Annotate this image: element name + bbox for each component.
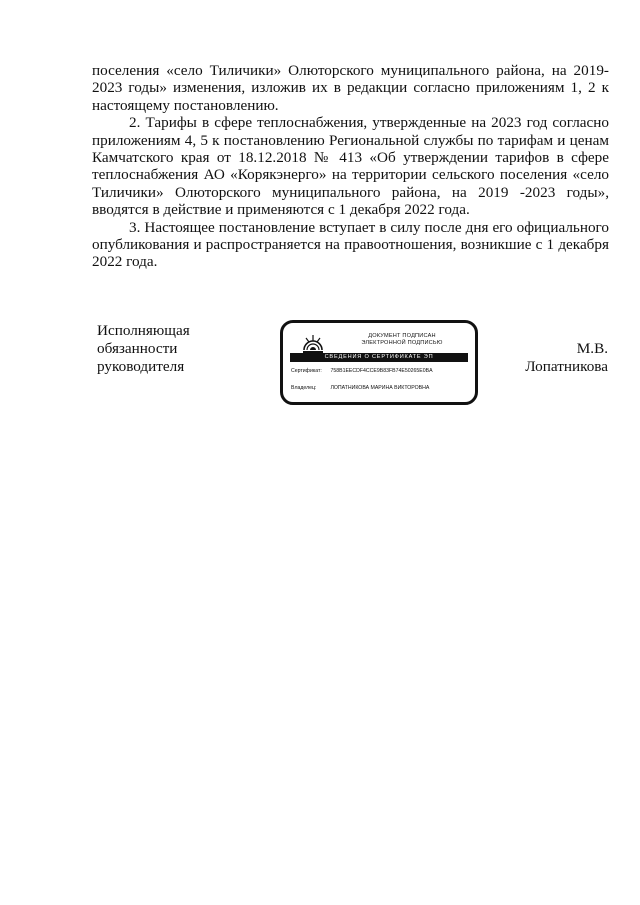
stamp-header-line: ДОКУМЕНТ ПОДПИСАН — [368, 333, 436, 339]
certificate-label: Сертификат: — [291, 368, 322, 374]
position-line: Исполняющая — [97, 322, 190, 339]
emblem-icon — [302, 332, 324, 354]
paragraph-3: 3. Настоящее постановление вступает в силу после дня его официального опубликования и распространяется на правоотношения, возникшие с 1 декабря 2022 года. — [92, 218, 609, 271]
paragraph-intro: поселения «село Тиличики» Олюторского муниципального района, на 2019-2023 годы» изменения, изложив их в редакции согласно приложениям 1, 2 к настоящему постановлению. — [92, 62, 609, 114]
certificate-value: 758B1EECDF4CCE9B83FB74E50265E0BA — [330, 368, 433, 374]
name-line: Лопатникова — [525, 358, 608, 375]
signatory-name — [525, 340, 608, 376]
owner-label: Владелец: — [291, 385, 317, 391]
document-body — [92, 62, 609, 271]
signatory-position — [97, 322, 190, 376]
electronic-signature-stamp — [280, 320, 478, 405]
stamp-bar: СВЕДЕНИЯ О СЕРТИФИКАТЕ ЭП — [290, 353, 468, 362]
stamp-header-line: ЭЛЕКТРОННОЙ ПОДПИСЬЮ — [361, 340, 443, 347]
position-line: обязанности — [97, 340, 178, 357]
owner-row — [291, 385, 471, 391]
position-line: руководителя — [97, 358, 185, 375]
paragraph-2: 2. Тарифы в сфере теплоснабжения, утвержденные на 2023 год согласно приложениям 4, 5 к постановлению Региональной службы по тарифам и ценам Камчатского края от 18.12.2018 № 413 «Об утверждении тарифов в сфере теплоснабжения АО «Корякэнерго» на территории сельского поселения «село Тиличики» Олюторского муниципального района, на 2019 -2023 годы», вводятся в действие и применяются с 1 декабря 2022 года. — [92, 114, 609, 219]
certificate-row — [291, 368, 471, 374]
stamp-header — [341, 333, 463, 348]
name-line: М.В. — [576, 340, 608, 357]
owner-value: ЛОПАТНИКОВА МАРИНА ВИКТОРОВНА — [330, 385, 430, 391]
